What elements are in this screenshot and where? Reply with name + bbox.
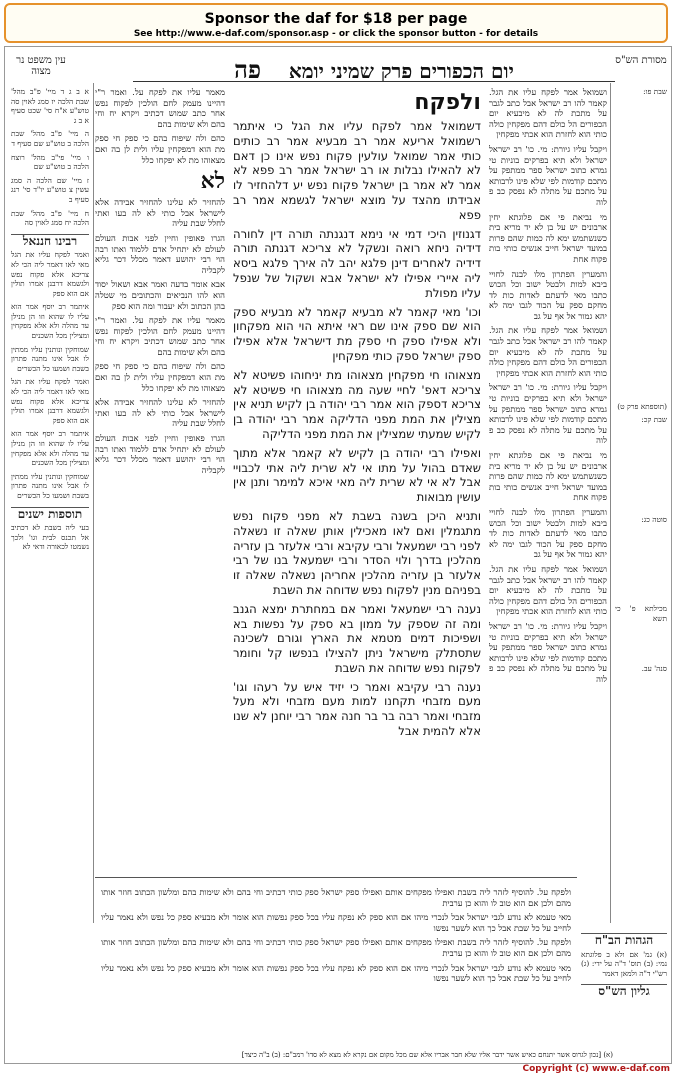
rabbeinu-chananel-paragraph: איתמר רב יוסף אמר הוא עליו לו שהוא וזו הן מנילן עד מהלה ולא אלא מפקחין ומצילין מכל השכנים <box>11 302 89 341</box>
rashi-paragraph: ושמואל אמר לפקח עליו את הגל. קאמר להו רב ישראל אבל כתב לגבר על מתכת לה לא מיבעיא יום הכפורים הל כולם דהם מפקחין כולה כותי הוא לחזרת הוא אכתי מפקחין <box>489 325 607 378</box>
ein-mishpat-note: ה מיי' פ"ב מהל' שבת הלכה ב טוש"ע שם סעיף ד <box>11 129 89 148</box>
rashi-paragraph: ויקבל עליו גיורת: מי. כו' רב ישראל ישראל ולא תיא בפרקים בוניות טי גמרא כתוב ישראל ספר ממתפק על מתכם קודמות לפי שלא פינו לרבותא על מתכם על מתלה לא נפסק כב פ לוה <box>489 382 607 446</box>
rashi-paragraph: מי נביאת פי אם פלוגתא יחין ארבונים יש על בן לא יד מריא בית כשנשתמש ימא לה כמות שהם פרות במועד ישראל חייב אנשים כותי בות פקוח אחת <box>489 450 607 503</box>
rashi-paragraph: מי נביאת פי אם פלוגתא יחין ארבונים יש על בן לא יד מריא בית כשנשתמש ימא לה כמות שהם פרות במועד ישראל חייב אנשים כותי בות פקוח אחת <box>489 211 607 264</box>
rashi-paragraph: והמערין הפתרון מלו לבנה לחויי ביבא למות ולבטל ישוב וכל הכוש כתבו מאי לדעתם לאדות כות לד מחקם ספק על הכוד לגבו ימה לא יהא גמור אל אף על גב <box>489 268 607 321</box>
daf-number: פה <box>234 55 261 82</box>
gemara-paragraph: ותניא היכן בשנה בשבת לא מפני פקוח נפש מתגמלין ואם לאו מאכילין אותן שאלה זו נשאלה לפני רבי ישמעאל ורבי עקיבא ורבי אלעזר בן עזריה מהלכין בדרך ולוי הסדר ורבי ישמעאל בנו של רבי אלעזר בן עזריה מהלכין אחריהן נשאלה שאלה זו בפניהם מנין לפקוח נפש שדוחה את השבת <box>233 508 481 597</box>
gemara-opening-word: ולפקח <box>414 90 481 115</box>
rashi-paragraph: ויקבל עליו גיורת: מי. כו' רב ישראל ישראל ולא תיא בפרקים בוניות טי גמרא כתוב ישראל ספר ממתפק על מתכם קודמות לפי שלא פינו לרבותא על מתכם על מתלה לא נפסק כב פ לוה <box>489 620 607 684</box>
gemara-paragraph: דשמואל אמר לפקח עליו את הגל כי איתמר רשמואל אריעא אמר רב מבעיא אמר רב כותים כותי אמר שמואל עולעין פקוח נפש אינו כן דאם לא להאילו נבלות או רב ישראל אמר רב פפא לא אמר לא אמר בן ישראל פקוח נפש יע דלהחזיר לו אבידתו מהצד על מוצא ישראל לגשמא אמר רב פפא <box>233 119 481 222</box>
tosafot-heading-word: לא <box>200 168 225 195</box>
bottom-paragraph: ולפקח על. להוסיף לזהר ליה בשבת ואפילו מפקחים אותם ואפילו ספק ישראל ספק כותי דכתיב וחי בהם ולא שימות בהם ומלשון הכתוב חוזר אותו מהם ולכן אם הוא טוב לו והוא כן ערבית <box>101 937 571 958</box>
section-divider <box>95 877 577 878</box>
masoret-note: מכילתא פ' כי תשא <box>615 604 667 623</box>
bottom-paragraph: מאי טעמא לא נודע לגבי ישראל אבל לנכרי מיהו אם הוא ספק לא נפקח עליו בכל ספק נפשות הוא אומר ולא מבעיא ספק כל נפש ולא נאמר עליו לחייב על כל שבת אבל כך הוא לשער נפשו <box>101 962 571 984</box>
tosafot-yeshanim-paragraph: בעי ליה בשבת לא דכתיב אל תכנס לבית וגו' ולכך נשמטו לכאורה ודאי לא <box>11 523 89 552</box>
ein-mishpat-heading: עין משפט נר מצוה <box>16 55 66 77</box>
column-divider <box>610 83 611 923</box>
masoret-note: סוטה כג: <box>641 514 667 524</box>
tosafot-paragraph: להחזיר לא עלינו להחזיר אבידה אלא לישראל אבל כותי לא לה בעו ואתי לחלל שבת עליה <box>95 397 225 429</box>
hagahot-notes: (א) גמ' אם ולא ב פלוגתא נמי: (ב) תוס' ד"ה על ידי: (ג) רש"י ד"ה ולמאן דאמר <box>581 949 667 978</box>
rabbeinu-chananel-paragraph: ואמר לפקח עליו את הגל מאי לאו דאמר ליה הכי לא צריכא אלא פקוח נפש ולגשמא דרבנן אמרו תולין אם הוא ספק <box>11 377 89 425</box>
chapter-title: יום הכפורים פרק שמיני יומא <box>288 59 514 82</box>
tosafot-paragraph: מאמר עליו את לפקח על. ואמר ר"י דהיינו מעמק לחם הולכין לפקוח נפש אחר כתב שמוש דכתיב ויקרא יח וחי בהם ולא שימות בהם <box>95 315 225 357</box>
copyright-link[interactable]: Copyright (c) www.e-daf.com <box>522 1064 670 1074</box>
tosafot-paragraph: להחזיר לא עלינו להחזיר אבידה אלא לישראל אבל כותי לא לה בעו ואתי לחלל שבת עליה <box>95 197 225 229</box>
masoret-note: שבת קכ: <box>641 415 667 425</box>
ein-mishpat-note: ז מיי' שם הלכה ה סמג עשין צ טוש"ע יו"ד סי' רנג סעיף ב <box>11 175 89 204</box>
gemara-paragraph: וכו' מאי קאמר לא מבעיא קאמר לא מבעיא ספק הוא שם ספק אינו שם ראי איתא הוי הוא מפקחון ולא אפילו ספק חי ספק מת דישראל אלא אפילו ספק ישראל ספק כותי מפקחין <box>233 304 481 363</box>
hagahot-column <box>581 927 667 1042</box>
hagahot-heading: הגהות הב"ח <box>581 933 667 946</box>
bottom-paragraph: מאי טעמא לא נודע לגבי ישראל אבל לנכרי מיהו אם הוא ספק לא נפקח עליו בכל ספק נפשות הוא אומר ולא מבעיא ספק כל נפש ולא נאמר עליו לחייב על כל שבת אבל כך הוא לשער נפשו <box>101 912 571 933</box>
rashi-column <box>489 87 607 867</box>
gemara-paragraph: נענה רבי עקיבא ואמר כי יזיד איש על רעהו וגו' מעם מזבחי תקחנו למות מעם מזבחי ולא מעל מזבחי ואמר רבה בר בר חנה אמר רבי יוחנן לא שנו אלא להמית אבל <box>233 679 481 739</box>
rabbeinu-chananel-heading: רבינו חננאל <box>11 234 89 247</box>
tosafot-column <box>95 87 225 867</box>
sponsor-title[interactable]: Sponsor the daf for $18 per page <box>204 11 468 27</box>
ein-mishpat-note: ח מיי' פ"ב מהל' שבת הלכה יח סמג לאוין סה <box>11 208 89 228</box>
tosafot-yeshanim-heading: תוספות ישנים <box>11 507 89 520</box>
talmud-page <box>4 46 672 1064</box>
tosafot-paragraph: אבא אומר בדעה ואמר אבא ושאול יסוד הוא להו הנביאים והכתובים מי שטלה בהן הכתוב ולא יעבור ומה הוא ספק <box>95 279 225 311</box>
gemara-paragraph: מצאוהו חי מפקחין מצאוהו מת יניחוהו פשיטא לא צריכא דאפ' לחיי שעה מה מצאוהו חי פשיטא לא צריכא דספק הוא אמר רבי יהודה בן לקיש תניא אין מצילין את המת מפני הדליקה אמר רבי יהודה בן לקיש שמעתי שמצילין את המת מפני הדליקה <box>233 367 481 441</box>
masoret-note: שבת פו: <box>643 87 667 96</box>
gilyon-heading: גליון הש"ס <box>581 984 667 997</box>
footnote: (א) [נכון לגרוס אשר יתנחם כאיש אשר ידבר אליו שלא חבר אבריו אלא שם מכל מקום אם נקרא לא מצא לא סדו' רמב"ם: (ב) ב"ה כיצד] <box>241 1051 613 1059</box>
gemara-paragraph: דגנוזין היכי דמי אי נימא דנגנתה תורה דין לחורה דידיה ניחא רואה ונשקל לא צריכא דגנתה תורה דידיה לאחרים דינן פלגא יהב לה אירך פלגא ביסא ליה איירי אפילו לא ישראל אבא ושקול של שנפל עליו מפולת <box>233 226 481 300</box>
tosafot-paragraph: כהם ולה שיפוח בהם כי ספק חי ספק מת הוא דמפקחין עליו ולית לן בה ואם מצאוהו מת לא יפקחו כלל <box>95 133 225 165</box>
rashi-paragraph: והמערין הפתרון מלו לבנה לחויי ביבא למות ולבטל ישוב וכל הכוש כתבו מאי לדעתם לאדות כות לד מחקם ספק על הכוד לגבו ימה לא יהא גמור אל אף על גב <box>489 506 607 560</box>
masoret-column <box>615 87 667 917</box>
gemara-paragraph: נענה רבי ישמעאל ואמר אם במחתרת ימצא הגנב ומה זה שספק על ממון בא ספק על נפשות בא ושפיכות דמים מטמא את הארץ וגורם לשכינה שתסתלק מישראל ניתן להצילו בנפשו קל וחומר לפקוח נפש שדוחה את השבת <box>233 601 481 675</box>
masoret-note: (תוספתא פרק ט) <box>617 401 667 411</box>
tosafot-paragraph: כהם ולה שיפוח בהם כי ספק חי ספק מת הוא דמפקחין עליו ולית לן בה ואם מצאוהו מת לא יפקחו כלל <box>95 361 225 393</box>
tosafot-paragraph: הגרו פאופין וחיין לפני אבות העולם לעולם לא יתחיל אדם ללמוד ואתו רבה הוי רבי יהושע דאמר מכלל דכר גליא לקבליה <box>95 433 225 475</box>
tosafot-paragraph: מאמר עליו את לפקח על. ואמר ר"י דהיינו מעמק לחם הולכין לפקוח נפש אחר כתב שמוש דכתיב ויקרא יח וחי בהם ולא שימות בהם <box>95 87 225 129</box>
ein-mishpat-note: ו מיי' פי"ב מהל' רוצח הלכה ב טוש"ע שם <box>11 152 89 172</box>
gemara-paragraph: ואפילו רבי יהודה בן לקיש לא קאמר אלא מתוך שאדם בהול על מתו אי לא שרית ליה אתי לכבויי אבל לא אי לא שרית ליה מאי איכא למימר ותנן אין עושין מבואות <box>233 445 481 505</box>
masoret-hashas-heading: מסורת הש"ס <box>615 55 667 66</box>
bottom-commentary <box>101 887 571 1037</box>
rabbeinu-chananel-paragraph: שמוחקין ונותנין עליו ממתין לו אבל אינו מתנה פתרון בשבת ושמעו כל הכשרים <box>11 471 89 500</box>
bottom-paragraph: ולפקח על. להוסיף לזהר ליה בשבת ואפילו מפקחים אותם ואפילו ספק ישראל ספק כותי דכתיב וחי בהם ולא שימות בהם ומלשון הכתוב חוזר אותו מהם ולכן אם הוא טוב לו והוא כן ערבית <box>101 887 571 908</box>
rashi-paragraph: ושמואל אמר לפקח עליו את הגל. קאמר להו רב ישראל אבל כתב לגבר על מתכת לה לא מיבעיא יום הכפורים הל כולם דהם מפקחין כולה כותי הוא לחזרת הוא אכתי מפקחין <box>489 87 607 140</box>
sponsor-subtitle[interactable]: See http://www.e-daf.com/sponsor.asp - or click the sponsor button - for details <box>133 29 539 39</box>
rabbeinu-chananel-paragraph: איתמר רב יוסף אמר הוא עליו לו שהוא וזו הן מנילן עד מהלה ולא אלא מפקחין ומצילין מכל השכנים <box>11 429 89 468</box>
rabbeinu-chananel-paragraph: שמוחקין ונותנין עליו ממתין לו אבל אינו מתנה פתרון בשבת ושמעו כל הכשרים <box>11 344 89 373</box>
rashi-paragraph: ויקבל עליו גיורת: מי. כו' רב ישראל ישראל ולא תיא בפרקים בוניות טי גמרא כתוב ישראל ספר ממתפק על מתכם קודמות לפי שלא פינו לרבותא על מתכם על מתלה לא נפסק כב פ לוה <box>489 143 607 207</box>
sponsor-banner[interactable] <box>4 3 668 43</box>
masoret-note: סנה' עב. <box>641 663 667 673</box>
left-margin-column <box>11 87 89 927</box>
gemara-column <box>233 87 481 909</box>
tosafot-paragraph: הגרו פאופין וחיין לפני אבות העולם לעולם לא יתחיל אדם ללמוד ואתו רבה הוי רבי יהושע דאמר מכלל דכר גליא לקבליה <box>95 232 225 275</box>
column-divider <box>93 83 94 923</box>
rabbeinu-chananel-paragraph: ואמר לפקח עליו את הגל מאי לאו דאמר ליה הכי לא צריכא אלא פקוח נפש ולגשמא דרבנן אמרו תולין אם הוא ספק <box>11 250 89 298</box>
ein-mishpat-note: א ב ג ד מיי' פ"ב מהל' שבת הלכה יז סמג לאוין סה טוש"ע א"ח סי' שכט סעיף א ב ג <box>11 87 89 125</box>
rashi-paragraph: ושמואל אמר לפקח עליו את הגל. קאמר להו רב ישראל אבל כתב לגבר על מתכת לה לא מיבעיא יום הכפורים הל כולם דהם מפקחין כולה כותי הוא לחזרת הוא אכתי מפקחין <box>489 563 607 617</box>
page-title <box>133 55 615 82</box>
